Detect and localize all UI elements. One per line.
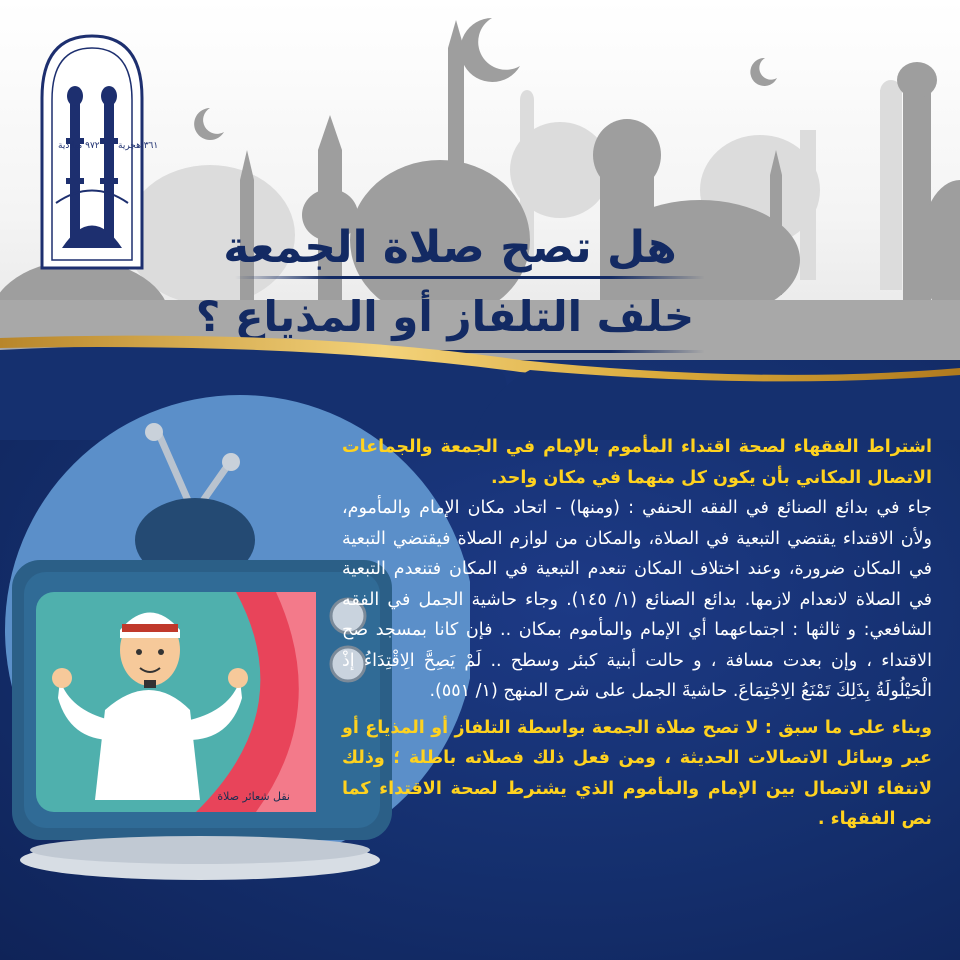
logo-year-left: ٩٧٢ ميلادية xyxy=(58,141,100,151)
intro-paragraph: اشتراط الفقهاء لصحة اقتداء المأموم بالإمام في الجمعة والجماعات الاتصال المكاني بأن يكون كل منهما في مكان واحد. xyxy=(342,437,932,488)
body-paragraph: جاء في بدائع الصنائع في الفقه الحنفي : (ومنها) - اتحاد مكان الإمام والمأموم، ولأن الاقتداء يقتضي التبعية في الصلاة، والمكان من لوازم الصلاة فيقتضي التبعية في المكان ضرورة، وعند اختلاف المكان تنعدم التبعية في المكان فتنعدم التبعية في الصلاة لانعدام لازمها. بدائع الصنائع (١/ ١٤٥). وجاء حاشية الجمل في الفقه الشافعي: و ثالثها : اجتماعهما أي الإمام والمأموم بمكان .. فإن كانا بمسجد صح الاقتداء ، وإن بعدت مسافة ، و حالت أبنية كبئر وسطح .. لَمْ يَصِحَّ الِاقْتِدَاءُ إذْ الْحَيْلُولَةُ بِذَلِكَ تَمْنَعُ الِاجْتِمَاعَ. حاشيةَ الجمل على شرح المنهج (١/ ٥٥١). xyxy=(342,498,932,701)
conclusion-paragraph: وبناء على ما سبق : لا تصح صلاة الجمعة بواسطة التلفاز أو المذياع أو عبر وسائل الاتصالات الحديثة ، ومن فعل ذلك فصلاته باطلة ؛ وذلك لانتفاء الاتصال بين الإمام والمأموم الذي يشترط لصحة الاقتداء كما نص الفقهاء . xyxy=(342,717,932,829)
tv-caption: نقل شعائر صلاة xyxy=(217,790,290,803)
article-text xyxy=(342,432,932,835)
page-title: هل تصح صلاة الجمعة xyxy=(223,222,677,273)
azhar-logo xyxy=(22,28,162,278)
title-divider xyxy=(235,276,705,279)
logo-year-right: ٣٦١ هجرية xyxy=(118,141,159,151)
page-subtitle: خلف التلفاز أو المذياع ؟ xyxy=(195,292,695,341)
